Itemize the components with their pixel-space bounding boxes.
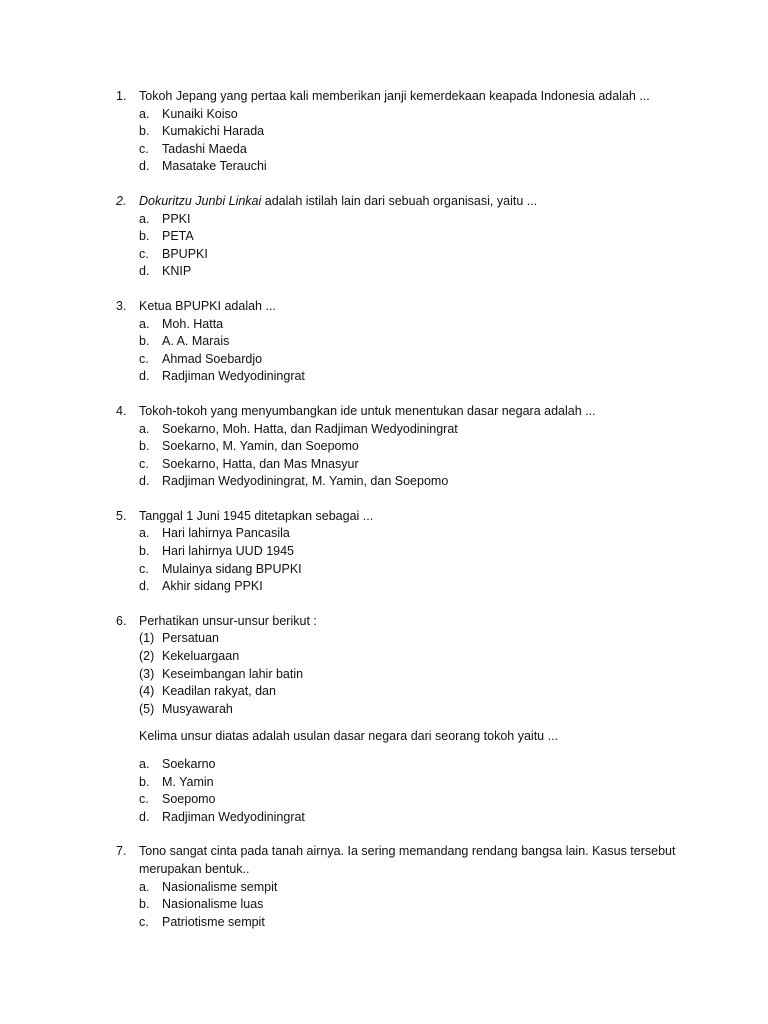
option-letter: a. bbox=[139, 526, 150, 541]
option-b bbox=[116, 333, 676, 351]
option-letter: c. bbox=[139, 792, 149, 807]
option-letter: d. bbox=[139, 474, 150, 489]
item-text: Keadilan rakyat, dan bbox=[162, 684, 276, 699]
option-letter: c. bbox=[139, 246, 149, 261]
item-number: (1) bbox=[139, 631, 155, 646]
option-a bbox=[116, 316, 676, 334]
question-2 bbox=[116, 193, 676, 281]
option-a bbox=[116, 421, 676, 439]
option-letter: c. bbox=[139, 351, 149, 366]
option-letter: a. bbox=[139, 106, 150, 121]
question-text: Ketua BPUPKI adalah ... bbox=[139, 298, 276, 313]
option-letter: c. bbox=[139, 141, 149, 156]
option-letter: b. bbox=[139, 774, 150, 789]
question-number: 4. bbox=[116, 403, 127, 418]
option-letter: d. bbox=[139, 159, 150, 174]
list-item-3 bbox=[116, 666, 676, 684]
option-text: Mulainya sidang BPUPKI bbox=[162, 561, 302, 576]
option-text: Radjiman Wedyodiningrat bbox=[162, 809, 305, 824]
option-letter: c. bbox=[139, 561, 149, 576]
question-note: Kelima unsur diatas adalah usulan dasar negara dari seorang tokoh yaitu ... bbox=[139, 729, 559, 744]
option-letter: d. bbox=[139, 579, 150, 594]
question-4 bbox=[116, 403, 676, 491]
question-1 bbox=[116, 88, 676, 176]
option-b bbox=[116, 896, 676, 914]
option-b bbox=[116, 123, 676, 141]
item-number: (5) bbox=[139, 701, 155, 716]
question-7 bbox=[116, 843, 676, 931]
option-letter: b. bbox=[139, 439, 150, 454]
question-number: 6. bbox=[116, 613, 127, 628]
question-number: 5. bbox=[116, 508, 127, 523]
option-text: KNIP bbox=[162, 264, 192, 279]
question-text-italic: Dokuritzu Junbi Linkai bbox=[139, 193, 262, 208]
option-b bbox=[116, 228, 676, 246]
option-b bbox=[116, 774, 676, 792]
option-c bbox=[116, 351, 676, 369]
item-text: Keseimbangan lahir batin bbox=[162, 666, 304, 681]
item-text: Persatuan bbox=[162, 631, 219, 646]
option-d bbox=[116, 473, 676, 491]
list-item-1 bbox=[116, 630, 676, 648]
option-c bbox=[116, 141, 676, 159]
option-text: Ahmad Soebardjo bbox=[162, 351, 263, 366]
option-text: PETA bbox=[162, 229, 194, 244]
option-text: Soepomo bbox=[162, 792, 216, 807]
question-number: 2. bbox=[116, 193, 127, 208]
question-text: Tokoh-tokoh yang menyumbangkan ide untuk menentukan dasar negara adalah ... bbox=[139, 403, 596, 418]
option-text: Moh. Hatta bbox=[162, 316, 224, 331]
question-text: Perhatikan unsur-unsur berikut : bbox=[139, 613, 317, 628]
option-letter: a. bbox=[139, 211, 150, 226]
option-c bbox=[116, 246, 676, 264]
option-text: PPKI bbox=[162, 211, 191, 226]
option-letter: a. bbox=[139, 316, 150, 331]
question-text bbox=[139, 193, 676, 211]
option-a bbox=[116, 879, 676, 897]
option-text: A. A. Marais bbox=[162, 334, 230, 349]
question-text: Tokoh Jepang yang pertaa kali memberikan janji kemerdekaan keapada Indonesia adalah ... bbox=[139, 89, 650, 103]
list-item-5 bbox=[116, 701, 676, 719]
option-letter: b. bbox=[139, 229, 150, 244]
option-text: Akhir sidang PPKI bbox=[162, 579, 263, 594]
option-b bbox=[116, 543, 676, 561]
option-letter: a. bbox=[139, 421, 150, 436]
option-letter: d. bbox=[139, 369, 150, 384]
question-text: Tono sangat cinta pada tanah airnya. Ia sering memandang rendang bangsa lain. Kasus tersebut merupakan bentuk.. bbox=[139, 844, 676, 876]
option-a bbox=[116, 756, 676, 774]
item-text: Kekeluargaan bbox=[162, 649, 240, 664]
option-text: Patriotisme sempit bbox=[162, 914, 265, 929]
option-letter: b. bbox=[139, 897, 150, 912]
option-text: Soekarno, M. Yamin, dan Soepomo bbox=[162, 439, 359, 454]
option-c bbox=[116, 791, 676, 809]
question-text-rest: adalah istilah lain dari sebuah organisasi, yaitu ... bbox=[261, 193, 538, 208]
question-text: Tanggal 1 Juni 1945 ditetapkan sebagai ... bbox=[139, 508, 374, 523]
option-a bbox=[116, 211, 676, 229]
question-list bbox=[116, 88, 676, 948]
option-letter: a. bbox=[139, 757, 150, 771]
option-text: Tadashi Maeda bbox=[162, 141, 247, 156]
option-text: Soekarno, Moh. Hatta, dan Radjiman Wedyodiningrat bbox=[162, 421, 458, 436]
list-item-2 bbox=[116, 648, 676, 666]
option-d bbox=[116, 809, 676, 827]
question-5 bbox=[116, 508, 676, 596]
option-d bbox=[116, 263, 676, 281]
list-item-4 bbox=[116, 683, 676, 701]
option-text: Nasionalisme sempit bbox=[162, 879, 278, 894]
item-number: (2) bbox=[139, 649, 155, 664]
option-text: Soekarno, Hatta, dan Mas Mnasyur bbox=[162, 456, 359, 471]
option-text: Kunaiki Koiso bbox=[162, 106, 238, 121]
option-text: M. Yamin bbox=[162, 774, 214, 789]
option-letter: a. bbox=[139, 879, 150, 894]
item-number: (3) bbox=[139, 666, 155, 681]
option-text: Radjiman Wedyodiningrat, M. Yamin, dan Soepomo bbox=[162, 474, 449, 489]
option-letter: d. bbox=[139, 809, 150, 824]
option-b bbox=[116, 438, 676, 456]
option-text: Masatake Terauchi bbox=[162, 159, 267, 174]
option-d bbox=[116, 158, 676, 176]
option-d bbox=[116, 578, 676, 596]
option-letter: b. bbox=[139, 124, 150, 139]
option-text: Hari lahirnya UUD 1945 bbox=[162, 544, 295, 559]
option-d bbox=[116, 368, 676, 386]
option-c bbox=[116, 561, 676, 579]
option-c bbox=[116, 914, 676, 932]
question-number: 1. bbox=[116, 89, 127, 103]
option-letter: c. bbox=[139, 456, 149, 471]
option-text: Soekarno bbox=[162, 757, 216, 771]
option-a bbox=[116, 525, 676, 543]
option-a bbox=[116, 106, 676, 124]
item-text: Musyawarah bbox=[162, 701, 233, 716]
question-number: 3. bbox=[116, 298, 127, 313]
option-letter: c. bbox=[139, 914, 149, 929]
option-c bbox=[116, 456, 676, 474]
option-letter: b. bbox=[139, 544, 150, 559]
item-number: (4) bbox=[139, 684, 155, 699]
option-letter: d. bbox=[139, 264, 150, 279]
option-text: Hari lahirnya Pancasila bbox=[162, 526, 290, 541]
question-3 bbox=[116, 298, 676, 386]
question-6 bbox=[116, 613, 676, 827]
option-letter: b. bbox=[139, 334, 150, 349]
question-number: 7. bbox=[116, 844, 127, 859]
option-text: Kumakichi Harada bbox=[162, 124, 265, 139]
option-text: BPUPKI bbox=[162, 246, 208, 261]
option-text: Nasionalisme luas bbox=[162, 897, 264, 912]
option-text: Radjiman Wedyodiningrat bbox=[162, 369, 305, 384]
